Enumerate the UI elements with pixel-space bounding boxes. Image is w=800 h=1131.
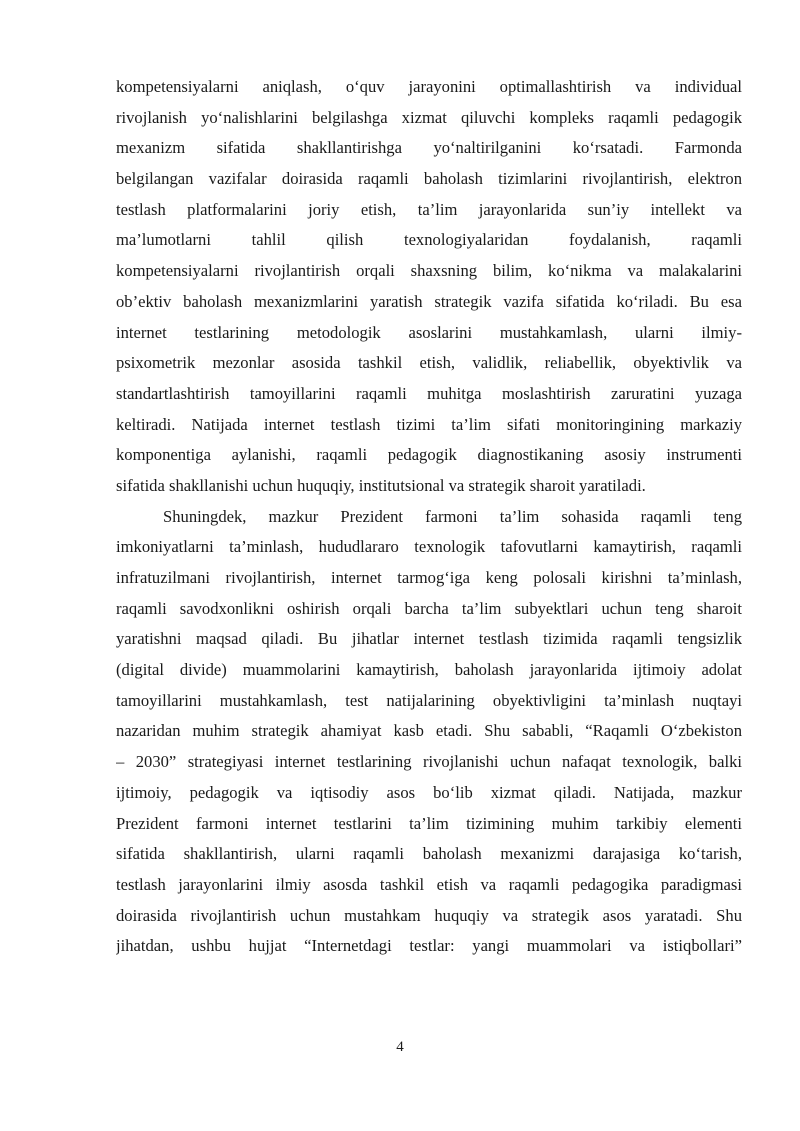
text-line: tamoyillarini mustahkamlash, test natijalarining obyektivligini ta’minlash nuqtayi bbox=[116, 690, 742, 710]
text-line: ob’ektiv baholash mexanizmlarini yaratish strategik vazifa sifatida ko‘riladi. Bu esa bbox=[116, 291, 742, 311]
text-line: standartlashtirish tamoyillarini raqamli muhitga moslashtirish zaruratini yuzaga bbox=[116, 383, 742, 403]
text-line: – 2030” strategiyasi internet testlarining rivojlanishi uchun nafaqat texnologik, balki bbox=[116, 752, 742, 772]
text-line: nazaridan muhim strategik ahamiyat kasb etadi. Shu sababli, “Raqamli O‘zbekiston bbox=[116, 721, 742, 741]
text-line: keltiradi. Natijada internet testlash tizimi ta’lim sifati monitoringining markaziy bbox=[116, 414, 742, 434]
text-line: kompetensiyalarni aniqlash, o‘quv jarayonini optimallashtirish va individual bbox=[116, 77, 742, 96]
text-line: doirasida rivojlantirish uchun mustahkam huquqiy va strategik asos yaratadi. Shu bbox=[116, 905, 742, 925]
body-text bbox=[116, 72, 742, 962]
text-line: jihatdan, ushbu hujjat “Internetdagi testlar: yangi muammolari va istiqbollari” bbox=[116, 936, 742, 956]
text-line: sifatida shakllantirish, ularni raqamli baholash mexanizmi darajasiga ko‘tarish, bbox=[116, 844, 742, 864]
text-line: testlash jarayonlarini ilmiy asosda tashkil etish va raqamli pedagogika paradigmasi bbox=[116, 874, 742, 894]
text-line: psixometrik mezonlar asosida tashkil etish, validlik, reliabellik, obyektivlik va bbox=[116, 353, 742, 373]
text-line: Prezident farmoni internet testlarini ta’lim tizimining muhim tarkibiy elementi bbox=[116, 813, 742, 833]
page-number: 4 bbox=[396, 1039, 404, 1055]
text-line: sifatida shakllanishi uchun huquqiy, institutsional va strategik sharoit yaratiladi. bbox=[116, 475, 646, 495]
text-line: mexanizm sifatida shakllantirishga yo‘naltirilganini ko‘rsatadi. Farmonda bbox=[116, 138, 742, 158]
paragraph-1 bbox=[116, 72, 742, 502]
text-line: Shuningdek, mazkur Prezident farmoni ta’lim sohasida raqamli teng bbox=[163, 506, 742, 526]
text-line: ijtimoiy, pedagogik va iqtisodiy asos bo‘lib xizmat qiladi. Natijada, mazkur bbox=[116, 782, 742, 802]
text-line: testlash platformalarini joriy etish, ta’lim jarayonlarida sun’iy intellekt va bbox=[116, 199, 742, 219]
text-line: internet testlarining metodologik asoslarini mustahkamlash, ularni ilmiy- bbox=[116, 322, 742, 342]
paragraph-2 bbox=[116, 502, 742, 962]
text-line: komponentiga aylanishi, raqamli pedagogik diagnostikaning asosiy instrumenti bbox=[116, 445, 742, 465]
text-line: rivojlanish yo‘nalishlarini belgilashga xizmat qiluvchi kompleks raqamli pedagogik bbox=[116, 107, 742, 127]
text-line: imkoniyatlarni ta’minlash, hududlararo texnologik tafovutlarni kamaytirish, raqamli bbox=[116, 537, 742, 557]
text-line: (digital divide) muammolarini kamaytirish, baholash jarayonlarida ijtimoiy adolat bbox=[116, 660, 742, 680]
text-line: infratuzilmani rivojlantirish, internet tarmog‘iga keng polosali kirishni ta’minlash, bbox=[116, 568, 742, 587]
text-line: kompetensiyalarni rivojlantirish orqali shaxsning bilim, ko‘nikma va malakalarini bbox=[116, 261, 742, 281]
text-line: belgilangan vazifalar doirasida raqamli baholash tizimlarini rivojlantirish, elektron bbox=[116, 169, 742, 189]
text-line: yaratishni maqsad qiladi. Bu jihatlar internet testlash tizimida raqamli tengsizlik bbox=[116, 629, 742, 649]
text-line: raqamli savodxonlikni oshirish orqali barcha ta’lim subyektlari uchun teng sharoit bbox=[116, 598, 742, 618]
text-line: ma’lumotlarni tahlil qilish texnologiyalaridan foydalanish, raqamli bbox=[116, 230, 742, 250]
